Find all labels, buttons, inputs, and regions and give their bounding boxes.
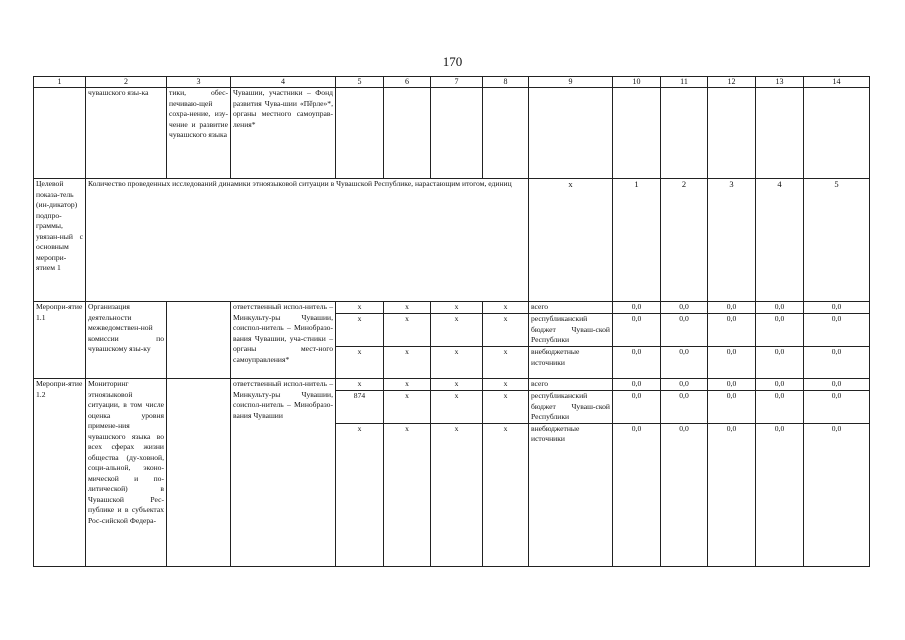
indicator-row (34, 179, 870, 302)
table-cell: x (431, 379, 483, 391)
cont-cell-4: Чувашии, участники – Фонд развития Чува-шии «Пӗрле»*, органы местного самоуправ-ления* (231, 88, 336, 179)
table-cell: 0,0 (613, 314, 661, 347)
col-header: 7 (431, 77, 483, 88)
table-cell: x (384, 379, 431, 391)
table-cell: x (483, 423, 529, 566)
table-cell: 0,0 (756, 423, 804, 566)
col-header: 14 (804, 77, 870, 88)
table-cell: 0,0 (613, 391, 661, 424)
table-cell: 0,0 (756, 302, 804, 314)
table-cell: x (431, 391, 483, 424)
funding-source: внебюджетные источники (529, 423, 613, 566)
table-cell: 0,0 (661, 314, 708, 347)
table-cell: 874 (336, 391, 384, 424)
table-cell: 0,0 (804, 379, 870, 391)
indicator-value: 4 (756, 179, 804, 302)
col-header: 13 (756, 77, 804, 88)
col-header: 9 (529, 77, 613, 88)
table-cell: 0,0 (804, 423, 870, 566)
col-header: 12 (708, 77, 756, 88)
indicator-value: 5 (804, 179, 870, 302)
table-cell: 0,0 (708, 423, 756, 566)
table-cell: 0,0 (661, 391, 708, 424)
table-cell: x (336, 302, 384, 314)
m11-executor: ответственный испол-нитель – Минкульту-ры Чувашии, соиспол-нитель – Минобразо-вания Чувашии, уча-стники – органы мест-ного самоуправления* (231, 302, 336, 379)
indicator-label: Целевой показа-тель (ин-дикатор) подпро-граммы, увязан-ный с основным меропри-ятием 1 (34, 179, 86, 302)
table-cell: x (431, 314, 483, 347)
col-header: 2 (86, 77, 167, 88)
table-cell: x (384, 391, 431, 424)
table-cell: 0,0 (613, 379, 661, 391)
table-cell: 0,0 (708, 314, 756, 347)
table-cell: 0,0 (613, 302, 661, 314)
table-cell: 0,0 (804, 302, 870, 314)
table-cell: 0,0 (661, 379, 708, 391)
table-cell: x (384, 302, 431, 314)
table-cell: 0,0 (756, 347, 804, 379)
table-cell: x (384, 423, 431, 566)
table-cell: x (336, 379, 384, 391)
table-cell: x (431, 302, 483, 314)
table-cell: 0,0 (708, 347, 756, 379)
table-cell: x (483, 391, 529, 424)
col-header: 4 (231, 77, 336, 88)
table-cell: 0,0 (613, 423, 661, 566)
budget-table (33, 76, 870, 567)
cont-cell-3: тики, обес-печиваю-щей сохра-нение, изу-чение и развитие чувашского языка (167, 88, 231, 179)
table-cell: x (483, 302, 529, 314)
funding-source: всего (529, 379, 613, 391)
m11-row-total (34, 302, 870, 314)
table-cell: x (384, 347, 431, 379)
page-number: 170 (442, 54, 463, 69)
m12-row-total (34, 379, 870, 391)
table-cell: 0,0 (708, 302, 756, 314)
funding-source: внебюджетные источники (529, 347, 613, 379)
table-cell: 0,0 (756, 391, 804, 424)
table-cell: 0,0 (804, 347, 870, 379)
table-cell: x (384, 314, 431, 347)
table-cell: x (431, 347, 483, 379)
m11-label: Меропри-ятие 1.1 (34, 302, 86, 379)
table-cell: 0,0 (804, 391, 870, 424)
col-header: 8 (483, 77, 529, 88)
col-header: 3 (167, 77, 231, 88)
indicator-value: 2 (661, 179, 708, 302)
column-number-row (34, 77, 870, 88)
col-header: 10 (613, 77, 661, 88)
m12-label: Меропри-ятие 1.2 (34, 379, 86, 567)
table-cell: x (336, 347, 384, 379)
table-cell: 0,0 (613, 347, 661, 379)
indicator-value: 3 (708, 179, 756, 302)
cont-cell-2: чувашского язы-ка (86, 88, 167, 179)
table-cell: 0,0 (756, 379, 804, 391)
funding-source: республиканский бюджет Чуваш-ской Республики (529, 314, 613, 347)
table-cell: 0,0 (661, 302, 708, 314)
table-cell: 0,0 (661, 347, 708, 379)
table-cell: 0,0 (804, 314, 870, 347)
m12-executor: ответственный испол-нитель – Минкульту-ры Чувашии, соиспол-нитель – Минобразо-вания Чувашии (231, 379, 336, 567)
continuation-row (34, 88, 870, 179)
table-cell: 0,0 (708, 391, 756, 424)
col-header: 1 (34, 77, 86, 88)
table-cell: x (483, 347, 529, 379)
table-cell: 0,0 (756, 314, 804, 347)
indicator-c9: x (529, 179, 613, 302)
funding-source: всего (529, 302, 613, 314)
table-cell: 0,0 (708, 379, 756, 391)
table-cell: x (336, 423, 384, 566)
col-header: 5 (336, 77, 384, 88)
indicator-value: 1 (613, 179, 661, 302)
col-header: 11 (661, 77, 708, 88)
indicator-text: Количество проведенных исследований динамики этноязыковой ситуации в Чувашской Республике, нарастающим итогом, единиц (86, 179, 529, 302)
table-cell: x (483, 379, 529, 391)
table-cell: x (336, 314, 384, 347)
col-header: 6 (384, 77, 431, 88)
table-cell: x (431, 423, 483, 566)
funding-source: республиканский бюджет Чуваш-ской Республики (529, 391, 613, 424)
table-cell: 0,0 (661, 423, 708, 566)
table-cell: x (483, 314, 529, 347)
m12-name: Мониторинг этноязыковой ситуации, в том числе оценка уровня примене-ния чувашского языка во всех сферах жизни общества (ду-ховной, соци-альной, эконо-мической и по-литической) в Чувашской Рес-публике и в субъектах Рос-сийской Федера- (86, 379, 167, 567)
m11-name: Организация деятельности межведомствен-ной комиссии по чувашскому язы-ку (86, 302, 167, 379)
